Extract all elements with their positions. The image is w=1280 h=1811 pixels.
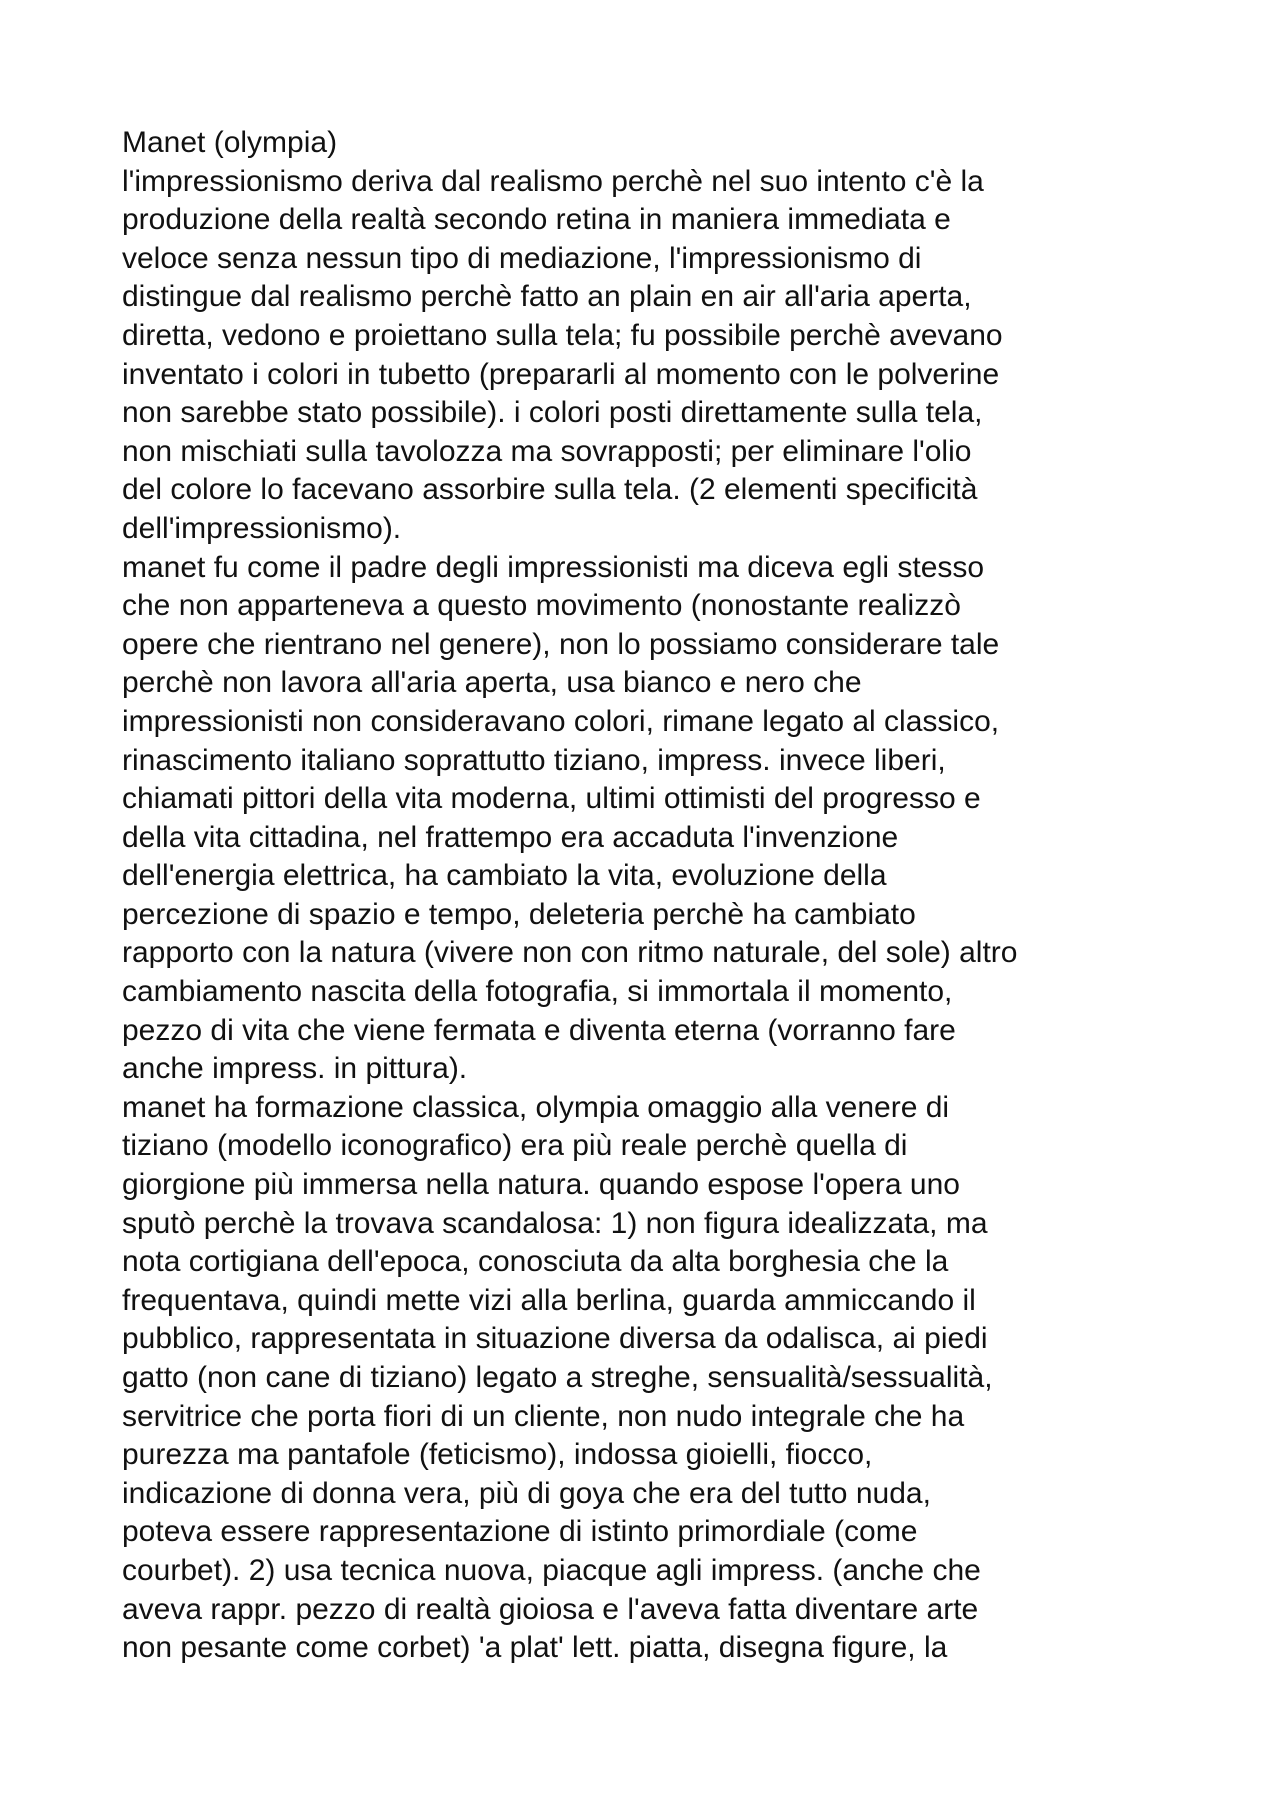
text-line: non sarebbe stato possibile). i colori posti direttamente sulla tela, <box>122 396 983 430</box>
document-body <box>122 124 1272 1668</box>
text-line: percezione di spazio e tempo, deleteria perchè ha cambiato <box>122 897 916 931</box>
text-line: inventato i colori in tubetto (prepararli al momento con le polverine <box>122 357 1000 391</box>
text-line: veloce senza nessun tipo di mediazione, l'impressionismo di <box>122 241 922 275</box>
text-line: anche impress. in pittura). <box>122 1052 468 1086</box>
text-line: sputò perchè la trovava scandalosa: 1) non figura idealizzata, ma <box>122 1206 988 1240</box>
text-line: giorgione più immersa nella natura. quando espose l'opera uno <box>122 1168 960 1202</box>
text-line: produzione della realtà secondo retina in maniera immediata e <box>122 203 951 237</box>
text-line: rinascimento italiano soprattutto tiziano, impress. invece liberi, <box>122 743 946 777</box>
text-line: l'impressionismo deriva dal realismo perchè nel suo intento c'è la <box>122 164 984 198</box>
document-title: Manet (olympia) <box>122 126 338 159</box>
text-line: poteva essere rappresentazione di istinto primordiale (come <box>122 1515 918 1549</box>
text-line: pubblico, rappresentata in situazione diversa da odalisca, ai piedi <box>122 1322 988 1356</box>
text-line: rapporto con la natura (vivere non con ritmo naturale, del sole) altro <box>122 936 1018 970</box>
text-line: gatto (non cane di tiziano) legato a streghe, sensualità/sessualità, <box>122 1361 993 1394</box>
text-line: distingue dal realismo perchè fatto an plain en air all'aria aperta, <box>122 280 972 314</box>
text-line: indicazione di donna vera, più di goya che era del tutto nuda, <box>122 1476 931 1510</box>
text-line: impressionisti non consideravano colori, rimane legato al classico, <box>122 704 1000 738</box>
text-line: dell'energia elettrica, ha cambiato la vita, evoluzione della <box>122 859 887 893</box>
text-line: che non apparteneva a questo movimento (nonostante realizzò <box>122 589 961 623</box>
text-line: aveva rappr. pezzo di realtà gioiosa e l'aveva fatta diventare arte <box>122 1592 979 1626</box>
text-line: chiamati pittori della vita moderna, ultimi ottimisti del progresso e <box>122 782 981 816</box>
text-line: cambiamento nascita della fotografia, si immortala il momento, <box>122 975 953 1009</box>
text-line: non pesante come corbet) 'a plat' lett. piatta, disegna figure, la <box>122 1631 948 1665</box>
text-line: nota cortigiana dell'epoca, conosciuta da alta borghesia che la <box>122 1245 949 1279</box>
text-line: dell'impressionismo). <box>122 511 402 545</box>
text-line: frequentava, quindi mette vizi alla berlina, guarda ammiccando il <box>122 1283 976 1317</box>
text-line: opere che rientrano nel genere), non lo possiamo considerare tale <box>122 627 1000 661</box>
text-line: non mischiati sulla tavolozza ma sovrapposti; per eliminare l'olio <box>122 434 972 468</box>
text-line: diretta, vedono e proiettano sulla tela; fu possibile perchè avevano <box>122 318 1003 352</box>
text-line: servitrice che porta fiori di un cliente, non nudo integrale che ha <box>122 1399 965 1433</box>
text-line: pezzo di vita che viene fermata e diventa eterna (vorranno fare <box>122 1013 956 1047</box>
text-line: purezza ma pantafole (feticismo), indossa gioielli, fiocco, <box>122 1438 873 1472</box>
text-line: manet ha formazione classica, olympia omaggio alla venere di <box>122 1090 950 1124</box>
text-line: della vita cittadina, nel frattempo era accaduta l'invenzione <box>122 820 899 854</box>
text-line: perchè non lavora all'aria aperta, usa bianco e nero che <box>122 666 862 700</box>
text-line: tiziano (modello iconografico) era più reale perchè quella di <box>122 1129 908 1163</box>
text-line: manet fu come il padre degli impressionisti ma diceva egli stesso <box>122 550 985 584</box>
text-line: courbet). 2) usa tecnica nuova, piacque agli impress. (anche che <box>122 1553 981 1587</box>
text-line: del colore lo facevano assorbire sulla tela. (2 elementi specificità <box>122 473 978 507</box>
